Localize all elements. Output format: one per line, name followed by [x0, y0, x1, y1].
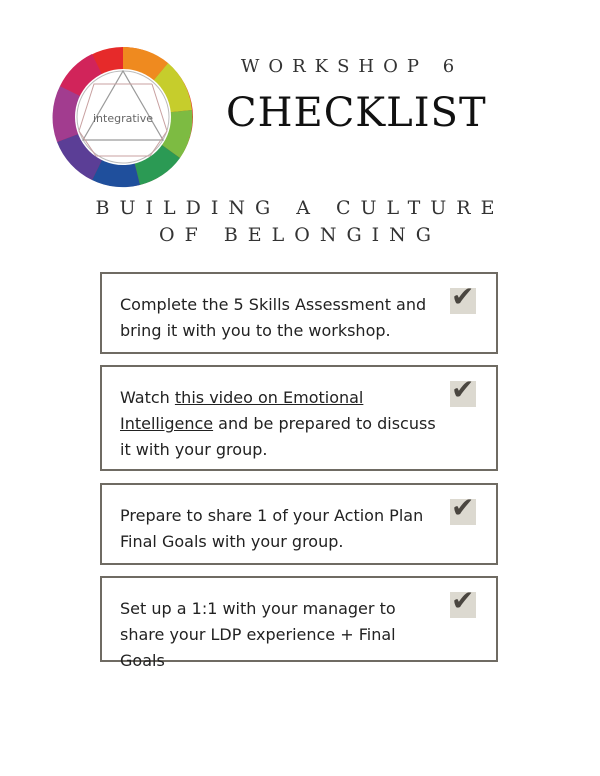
- logo-text: integrative: [92, 112, 154, 125]
- checklist-item-text: Prepare to share 1 of your Action Plan Final Goals with your group.: [120, 506, 424, 551]
- checklist-item-text: Set up a 1:1 with your manager to share your LDP experience + Final Goals: [120, 599, 396, 670]
- page-title: CHECKLIST: [226, 90, 487, 136]
- checkmark-icon: ✔: [451, 584, 475, 617]
- subtitle-line-1: BUILDING A CULTURE: [95, 197, 505, 219]
- checkmark-icon: ✔: [451, 491, 475, 524]
- checkmark-icon: ✔: [451, 373, 475, 406]
- checkmark-icon: ✔: [451, 280, 475, 313]
- checklist-item-text: Complete the 5 Skills Assessment and bring it with you to the workshop.: [120, 295, 427, 340]
- checklist-item-text: Watch this video on Emotional Intelligence and be prepared to discuss it with your group.: [120, 388, 436, 459]
- enneagram-logo: [52, 46, 194, 188]
- workshop-label: WORKSHOP 6: [240, 56, 464, 77]
- checklist-item-2: [100, 365, 498, 471]
- subtitle-line-2: OF BELONGING: [159, 224, 441, 246]
- checklist-item-1: [100, 272, 498, 354]
- checklist-item-4: [100, 576, 498, 670]
- emotional-intelligence-video-link[interactable]: this video on Emotional Intelligence: [120, 388, 364, 433]
- checklist-item-3: [100, 483, 498, 565]
